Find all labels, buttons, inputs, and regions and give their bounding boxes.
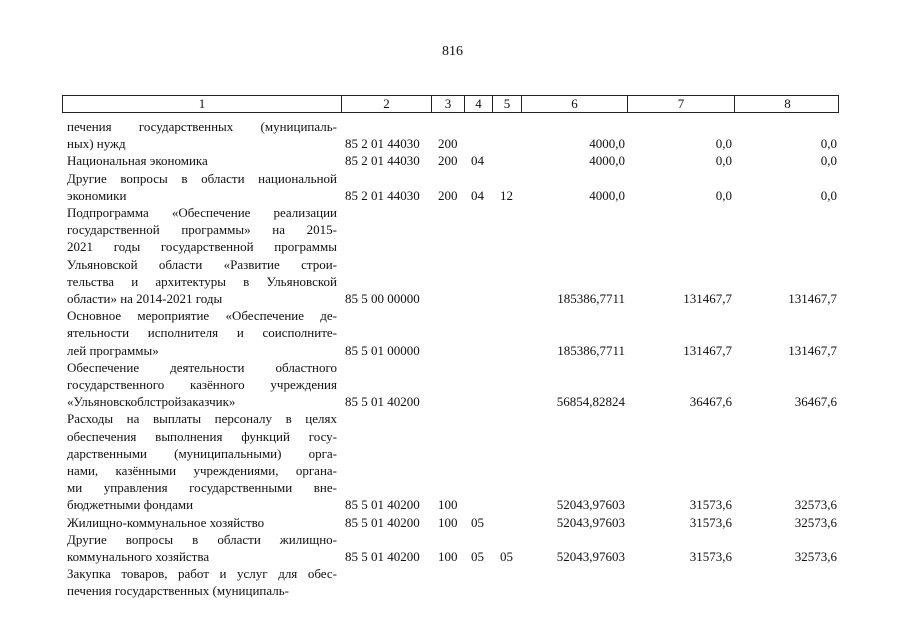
row-3-cell-col8: 131467,7 [788, 291, 837, 306]
row-1-description-line: Национальная экономика [67, 153, 208, 169]
row-6-description-line: обеспечения выполнения функций госу- [67, 428, 337, 444]
row-7-cell-vr: 100 [438, 514, 458, 530]
row-5-cell-code: 85 5 01 40200 [345, 394, 420, 410]
row-2-description-line: Другие вопросы в области национальной [67, 170, 337, 186]
row-2-cell-vr: 200 [438, 187, 458, 203]
row-3-cell-col7: 131467,7 [683, 291, 732, 306]
header-cell-5: 5 [493, 96, 522, 112]
row-0-cell-col6: 4000,0 [589, 136, 625, 152]
row-5-description-line: государственного казённого учреждения [67, 377, 337, 392]
row-4-description-line: Основное мероприятие «Обеспечение де- [67, 308, 337, 324]
header-cell-2: 2 [342, 96, 432, 112]
row-5-description-line: Обеспечение деятельности областного [67, 359, 337, 375]
row-2-cell-col7: 0,0 [715, 187, 732, 203]
row-3-cell-col6: 185386,7711 [557, 291, 625, 306]
row-3-description-line: тельства и архитектуры в Ульяновской [67, 273, 337, 289]
row-0-description-line: ных) нужд [67, 136, 126, 152]
row-8-cell-col6: 52043,97603 [556, 549, 625, 564]
row-6-cell-vr: 100 [438, 497, 458, 513]
row-9-description-line: печения государственных (муниципаль- [67, 583, 290, 599]
header-cell-4: 4 [465, 96, 493, 112]
row-4-description-line: ятельности исполнителя и соисполните- [67, 325, 337, 341]
row-7-description-line: Жилищно-коммунальное хозяйство [67, 514, 265, 530]
row-0-cell-vr: 200 [438, 136, 458, 152]
row-3-cell-code: 85 5 00 00000 [345, 291, 420, 306]
row-5-cell-col8: 36467,6 [794, 394, 837, 410]
row-2-cell-rz: 04 [471, 187, 484, 203]
row-3-description-line: 2021 годы государственной программы [67, 239, 337, 255]
row-2-cell-col8: 0,0 [820, 187, 837, 203]
row-8-description-line: коммунального хозяйства [67, 549, 210, 564]
header-cell-6: 6 [522, 96, 628, 112]
row-8-cell-pr: 05 [500, 549, 513, 564]
row-0-cell-col7: 0,0 [715, 136, 732, 152]
row-8-cell-vr: 100 [438, 549, 458, 564]
row-0-cell-col8: 0,0 [820, 136, 837, 152]
table-header [62, 95, 839, 113]
row-1-cell-col7: 0,0 [715, 153, 732, 169]
header-cell-7: 7 [628, 96, 735, 112]
row-6-cell-col8: 32573,6 [794, 497, 837, 513]
row-7-cell-rz: 05 [471, 514, 484, 530]
row-6-description-line: дарственными (муниципальными) орга- [67, 445, 337, 461]
row-4-cell-col8: 131467,7 [788, 342, 837, 358]
row-1-cell-col8: 0,0 [820, 153, 837, 169]
row-8-cell-code: 85 5 01 40200 [345, 549, 420, 564]
row-4-cell-col7: 131467,7 [683, 342, 732, 358]
row-3-description-line: области» на 2014-2021 годы [67, 291, 223, 306]
row-1-cell-rz: 04 [471, 153, 484, 169]
row-8-cell-col8: 32573,6 [794, 549, 837, 564]
row-7-cell-col7: 31573,6 [689, 514, 732, 530]
row-2-cell-col6: 4000,0 [589, 187, 625, 203]
row-6-cell-col7: 31573,6 [689, 497, 732, 513]
row-8-cell-rz: 05 [471, 549, 484, 564]
row-6-cell-col6: 52043,97603 [556, 497, 625, 513]
row-2-cell-code: 85 2 01 44030 [345, 187, 420, 203]
header-cell-1: 1 [63, 96, 342, 112]
row-6-description-line: нами, казёнными учреждениями, органа- [67, 463, 337, 478]
row-7-cell-code: 85 5 01 40200 [345, 514, 420, 530]
row-5-cell-col6: 56854,82824 [556, 394, 625, 410]
row-2-description-line: экономики [67, 187, 127, 203]
row-1-cell-col6: 4000,0 [589, 153, 625, 169]
row-7-cell-col8: 32573,6 [794, 514, 837, 530]
row-4-cell-col6: 185386,7711 [557, 342, 625, 358]
row-1-cell-vr: 200 [438, 153, 458, 169]
row-0-cell-code: 85 2 01 44030 [345, 136, 420, 152]
row-1-cell-code: 85 2 01 44030 [345, 153, 420, 169]
row-8-cell-col7: 31573,6 [689, 549, 732, 564]
row-4-cell-code: 85 5 01 00000 [345, 342, 420, 358]
header-cell-3: 3 [432, 96, 465, 112]
row-3-description-line: Ульяновской области «Развитие строи- [67, 256, 337, 272]
row-6-description-line: Расходы на выплаты персоналу в целях [67, 411, 337, 427]
row-6-description-line: ми управления государственными вне- [67, 480, 337, 496]
row-0-description-line: печения государственных (муниципаль- [67, 119, 337, 134]
row-5-cell-col7: 36467,6 [689, 394, 732, 410]
row-3-description-line: государственной программы» на 2015- [67, 222, 337, 238]
row-9-description-line: Закупка товаров, работ и услуг для обес- [67, 566, 337, 582]
page-number: 816 [442, 44, 463, 59]
row-3-description-line: Подпрограмма «Обеспечение реализации [67, 205, 337, 220]
header-cell-8: 8 [784, 96, 791, 111]
row-7-cell-col6: 52043,97603 [556, 514, 625, 530]
row-6-cell-code: 85 5 01 40200 [345, 497, 420, 513]
row-8-description-line: Другие вопросы в области жилищно- [67, 531, 337, 547]
row-6-description-line: бюджетными фондами [67, 497, 194, 513]
row-5-description-line: «Ульяновскоблстройзаказчик» [67, 394, 236, 410]
row-2-cell-pr: 12 [500, 187, 513, 203]
row-4-description-line: лей программы» [67, 342, 159, 358]
